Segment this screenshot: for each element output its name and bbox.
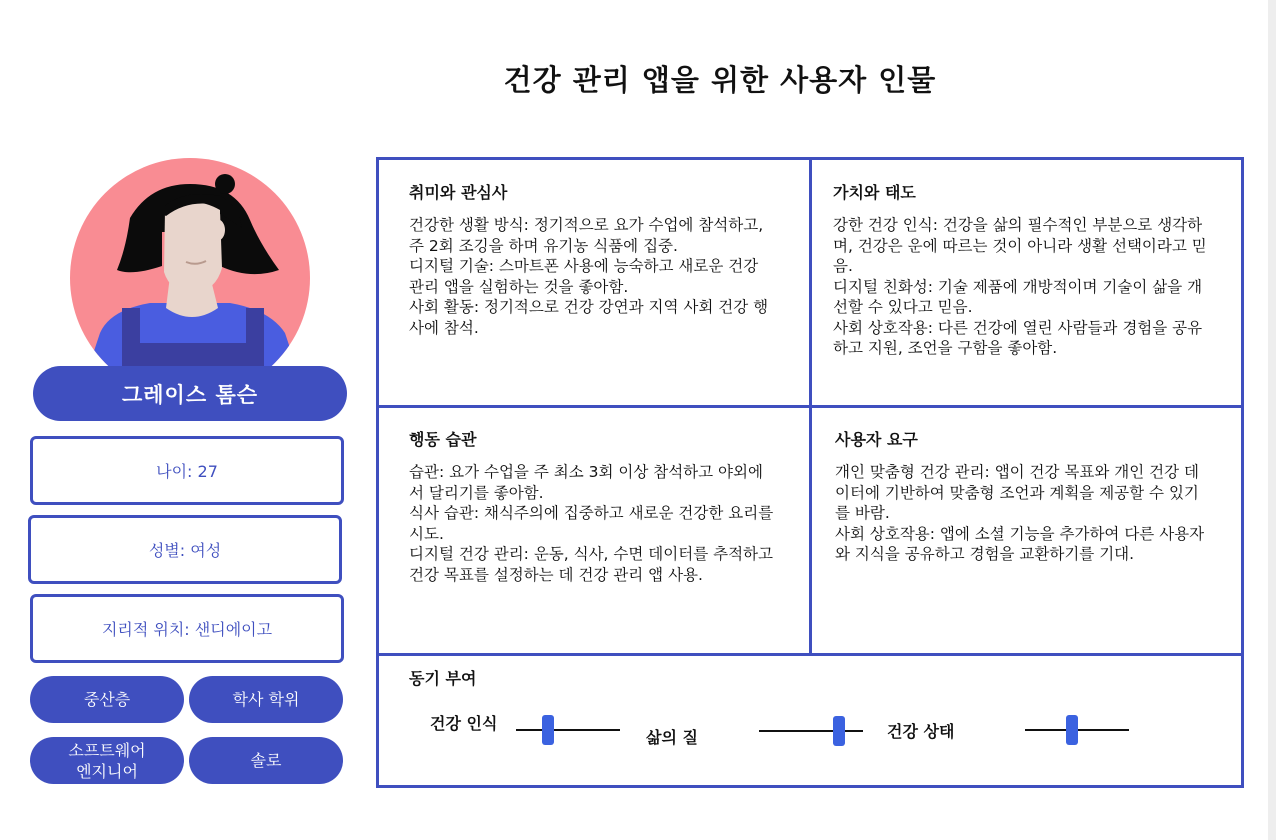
- window-edge: [1268, 0, 1276, 840]
- slider-track: [759, 730, 863, 732]
- section-hobbies-line: 디지털 기술: 스마트폰 사용에 능숙하고 새로운 건강 관리 앱을 실험하는 것을 좋아함.: [409, 257, 759, 296]
- section-hobbies-line: 사회 활동: 정기적으로 건강 강연과 지역 사회 건강 행사에 참석.: [409, 298, 769, 337]
- section-hobbies: [409, 180, 777, 338]
- slider-thumb[interactable]: [1066, 715, 1078, 745]
- section-values-line: 사회 상호작용: 다른 건강에 열린 사람들과 경험을 공유하고 지원, 조언을 구함을 좋아함.: [833, 318, 1203, 357]
- section-behavior-title: 행동 습관: [409, 430, 477, 449]
- persona-grid: [376, 157, 1244, 788]
- section-values-title: 가치와 태도: [833, 183, 916, 202]
- section-values-line: 강한 건강 인식: 건강을 삶의 필수적인 부분으로 생각하며, 건강은 운에 따르는 것이 아니라 생활 선택이라고 믿음.: [833, 216, 1207, 275]
- section-behavior: [409, 427, 777, 585]
- gender-field: 성별: 여성: [28, 515, 342, 584]
- slider-health-status[interactable]: [1025, 715, 1129, 745]
- tag-education: 학사 학위: [189, 676, 343, 723]
- section-behavior-line: 습관: 요가 수업을 주 최소 3회 이상 참석하고 야외에서 달리기를 좋아함.: [409, 463, 763, 502]
- slider-track: [516, 729, 620, 731]
- location-field: 지리적 위치: 샌디에이고: [30, 594, 344, 663]
- grid-divider-bottom: [379, 653, 1241, 656]
- grid-divider-middle: [379, 405, 1241, 408]
- section-values: [833, 180, 1207, 359]
- section-values-line: 디지털 친화성: 기술 제품에 개방적이며 기술이 삶을 개선할 수 있다고 믿음.: [833, 277, 1203, 316]
- avatar: [70, 158, 310, 368]
- section-hobbies-line: 건강한 생활 방식: 정기적으로 요가 수업에 참석하고, 주 2회 조깅을 하며 유기농 식품에 집중.: [409, 216, 764, 255]
- slider-health-awareness[interactable]: [516, 715, 620, 745]
- tag-occupation: 소프트웨어 엔지니어: [30, 737, 184, 784]
- age-field: 나이: 27: [30, 436, 344, 505]
- page-title: 건강 관리 앱을 위한 사용자 인물: [503, 63, 937, 97]
- slider-quality-of-life-label: 삶의 질: [646, 728, 698, 747]
- section-hobbies-title: 취미와 관심사: [409, 183, 508, 202]
- slider-thumb[interactable]: [833, 716, 845, 746]
- section-needs-line: 사회 상호작용: 앱에 소셜 기능을 추가하여 다른 사용자와 지식을 공유하고 경험을 교환하기를 기대.: [835, 524, 1205, 563]
- motivation-title: 동기 부여: [409, 669, 477, 688]
- section-needs-line: 개인 맞춤형 건강 관리: 앱이 건강 목표와 개인 건강 데이터에 기반하여 맞춤형 조언과 계획을 제공할 수 있기를 바람.: [835, 463, 1199, 522]
- slider-quality-of-life[interactable]: [759, 716, 863, 746]
- persona-name: 그레이스 톰슨: [33, 366, 347, 421]
- avatar-illustration: [70, 158, 310, 368]
- slider-health-awareness-label: 건강 인식: [430, 714, 498, 733]
- slider-health-status-label: 건강 상태: [887, 722, 955, 741]
- tag-income: 중산층: [30, 676, 184, 723]
- tag-relationship: 솔로: [189, 737, 343, 784]
- section-behavior-line: 식사 습관: 채식주의에 집중하고 새로운 건강한 요리를 시도.: [409, 504, 774, 543]
- section-needs: [835, 427, 1209, 565]
- section-behavior-line: 디지털 건강 관리: 운동, 식사, 수면 데이터를 추적하고 건강 목표를 설정하는 데 건강 관리 앱 사용.: [409, 545, 773, 584]
- section-needs-title: 사용자 요구: [835, 430, 918, 449]
- slider-thumb[interactable]: [542, 715, 554, 745]
